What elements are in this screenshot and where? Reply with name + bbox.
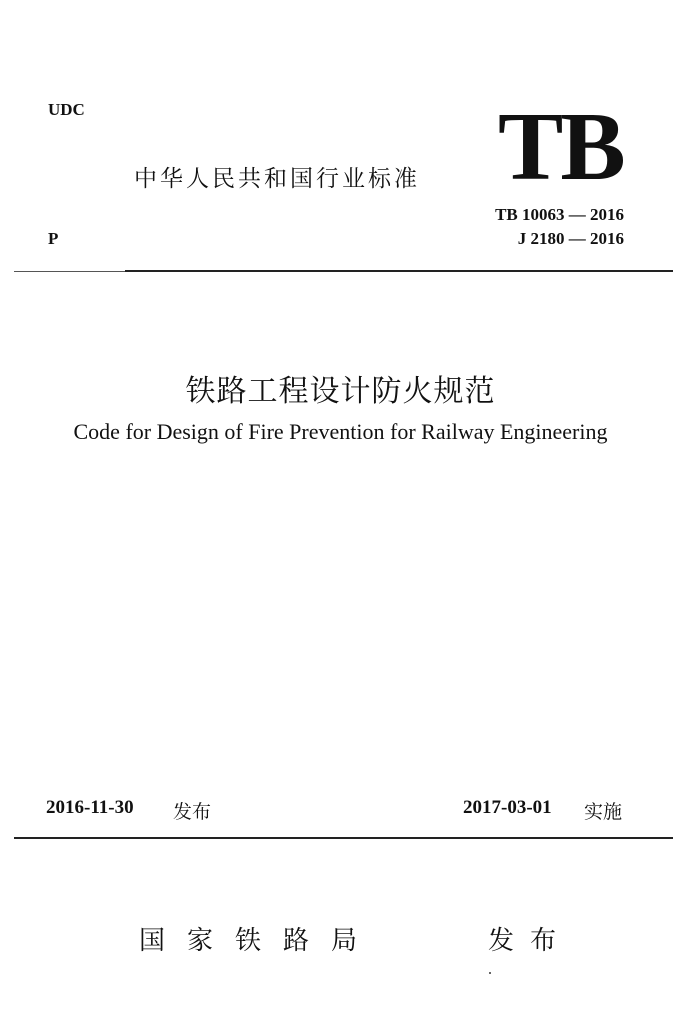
publisher: 国家铁路局 [139, 926, 380, 956]
issue-date: 2016-11-30 [46, 797, 134, 818]
tb-logo: TB [498, 93, 623, 201]
standard-number-tb: TB 10063 — 2016 [495, 205, 624, 224]
top-rule-left [14, 271, 125, 272]
title-chinese: 铁路工程设计防火规范 [185, 374, 496, 409]
standard-type: 中华人民共和国行业标准 [134, 166, 420, 192]
print-speck [489, 972, 491, 974]
implement-label: 实施 [584, 801, 623, 823]
issue-label: 发布 [173, 801, 212, 823]
udc-label: UDC [48, 100, 85, 119]
implement-date: 2017-03-01 [463, 797, 552, 818]
top-rule [125, 270, 673, 272]
publish-label: 发布 [488, 926, 573, 956]
bottom-rule [14, 837, 673, 839]
title-english: Code for Design of Fire Prevention for Railway Engineering [73, 419, 608, 444]
class-code: P [48, 229, 59, 248]
standard-number-j: J 2180 — 2016 [517, 229, 624, 248]
